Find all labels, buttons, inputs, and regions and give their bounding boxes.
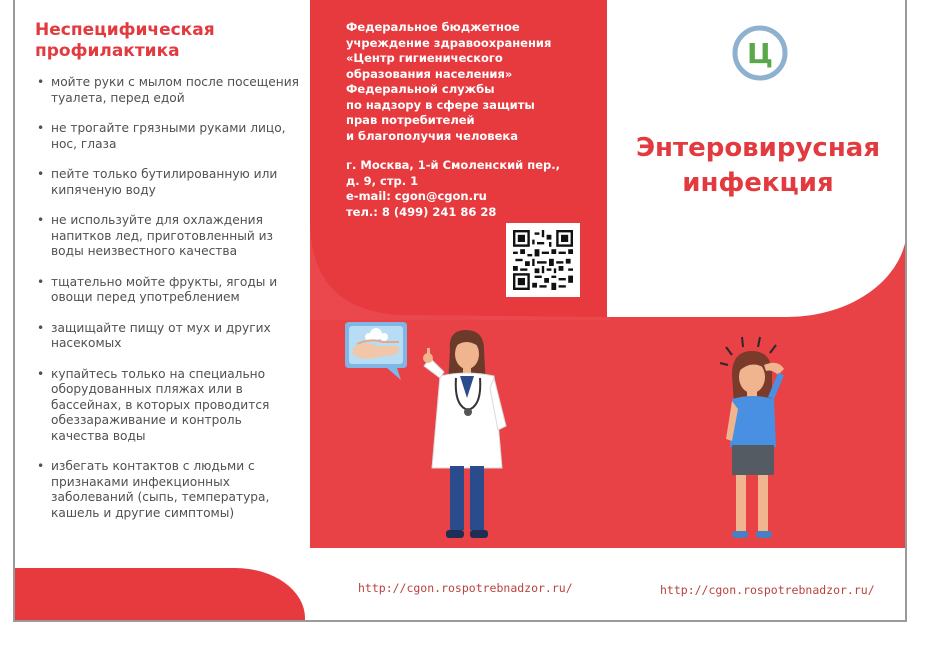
doctor-illustration [420,326,516,542]
left-red-wave [13,568,305,622]
svg-text:Ц: Ц [747,37,773,70]
website-link-middle[interactable]: http://cgon.rospotrebnadzor.ru/ [358,581,573,595]
list-item: • пейте только бутилированную или кипяченую воду [35,167,303,198]
handwashing-icon [343,320,409,382]
prevention-list [35,75,303,536]
list-item: • мойте руки с мылом после посещения туалета, перед едой [35,75,303,106]
list-item: • тщательно мойте фрукты, ягоды и овощи перед употреблением [35,275,303,306]
organization-name: Федеральное бюджетное учреждение здравоохранения «Центр гигиенического образования населения» Федеральной службы по надзору в сфере защиты прав потребителей и благополучия человека [346,20,552,143]
list-item: • не используйте для охлаждения напитков лед, приготовленный из воды неизвестного качества [35,213,303,260]
list-item: • избегать контактов с людьми с признаками инфекционных заболеваний (сыпь, температура, кашель и другие симптомы) [35,459,303,521]
prevention-heading: Неспецифическая профилактика [35,20,215,61]
contact-info: г. Москва, 1-й Смоленский пер., д. 9, стр. 1 e-mail: cgon@cgon.ru тел.: 8 (499) 241 86 28 [346,158,560,219]
page-title: Энтеровирусная инфекция [635,133,881,198]
brochure-sheet [13,0,907,622]
left-panel [15,0,308,620]
list-item: • защищайте пищу от мух и других насекомых [35,321,303,352]
qr-code-icon [506,223,580,297]
email-link[interactable]: e-mail: cgon@cgon.ru [346,189,487,203]
sick-girl-illustration [712,335,794,545]
website-link-right[interactable]: http://cgon.rospotrebnadzor.ru/ [660,583,875,597]
list-item: • не трогайте грязными руками лицо, нос, глаза [35,121,303,152]
cgon-logo [732,25,788,81]
list-item: • купайтесь только на специально оборудованных пляжах или в бассейнах, в которых проводится обеззараживание и контроль качества воды [35,367,303,445]
organization-info [346,20,596,234]
phone-number: тел.: 8 (499) 241 86 28 [346,204,497,219]
